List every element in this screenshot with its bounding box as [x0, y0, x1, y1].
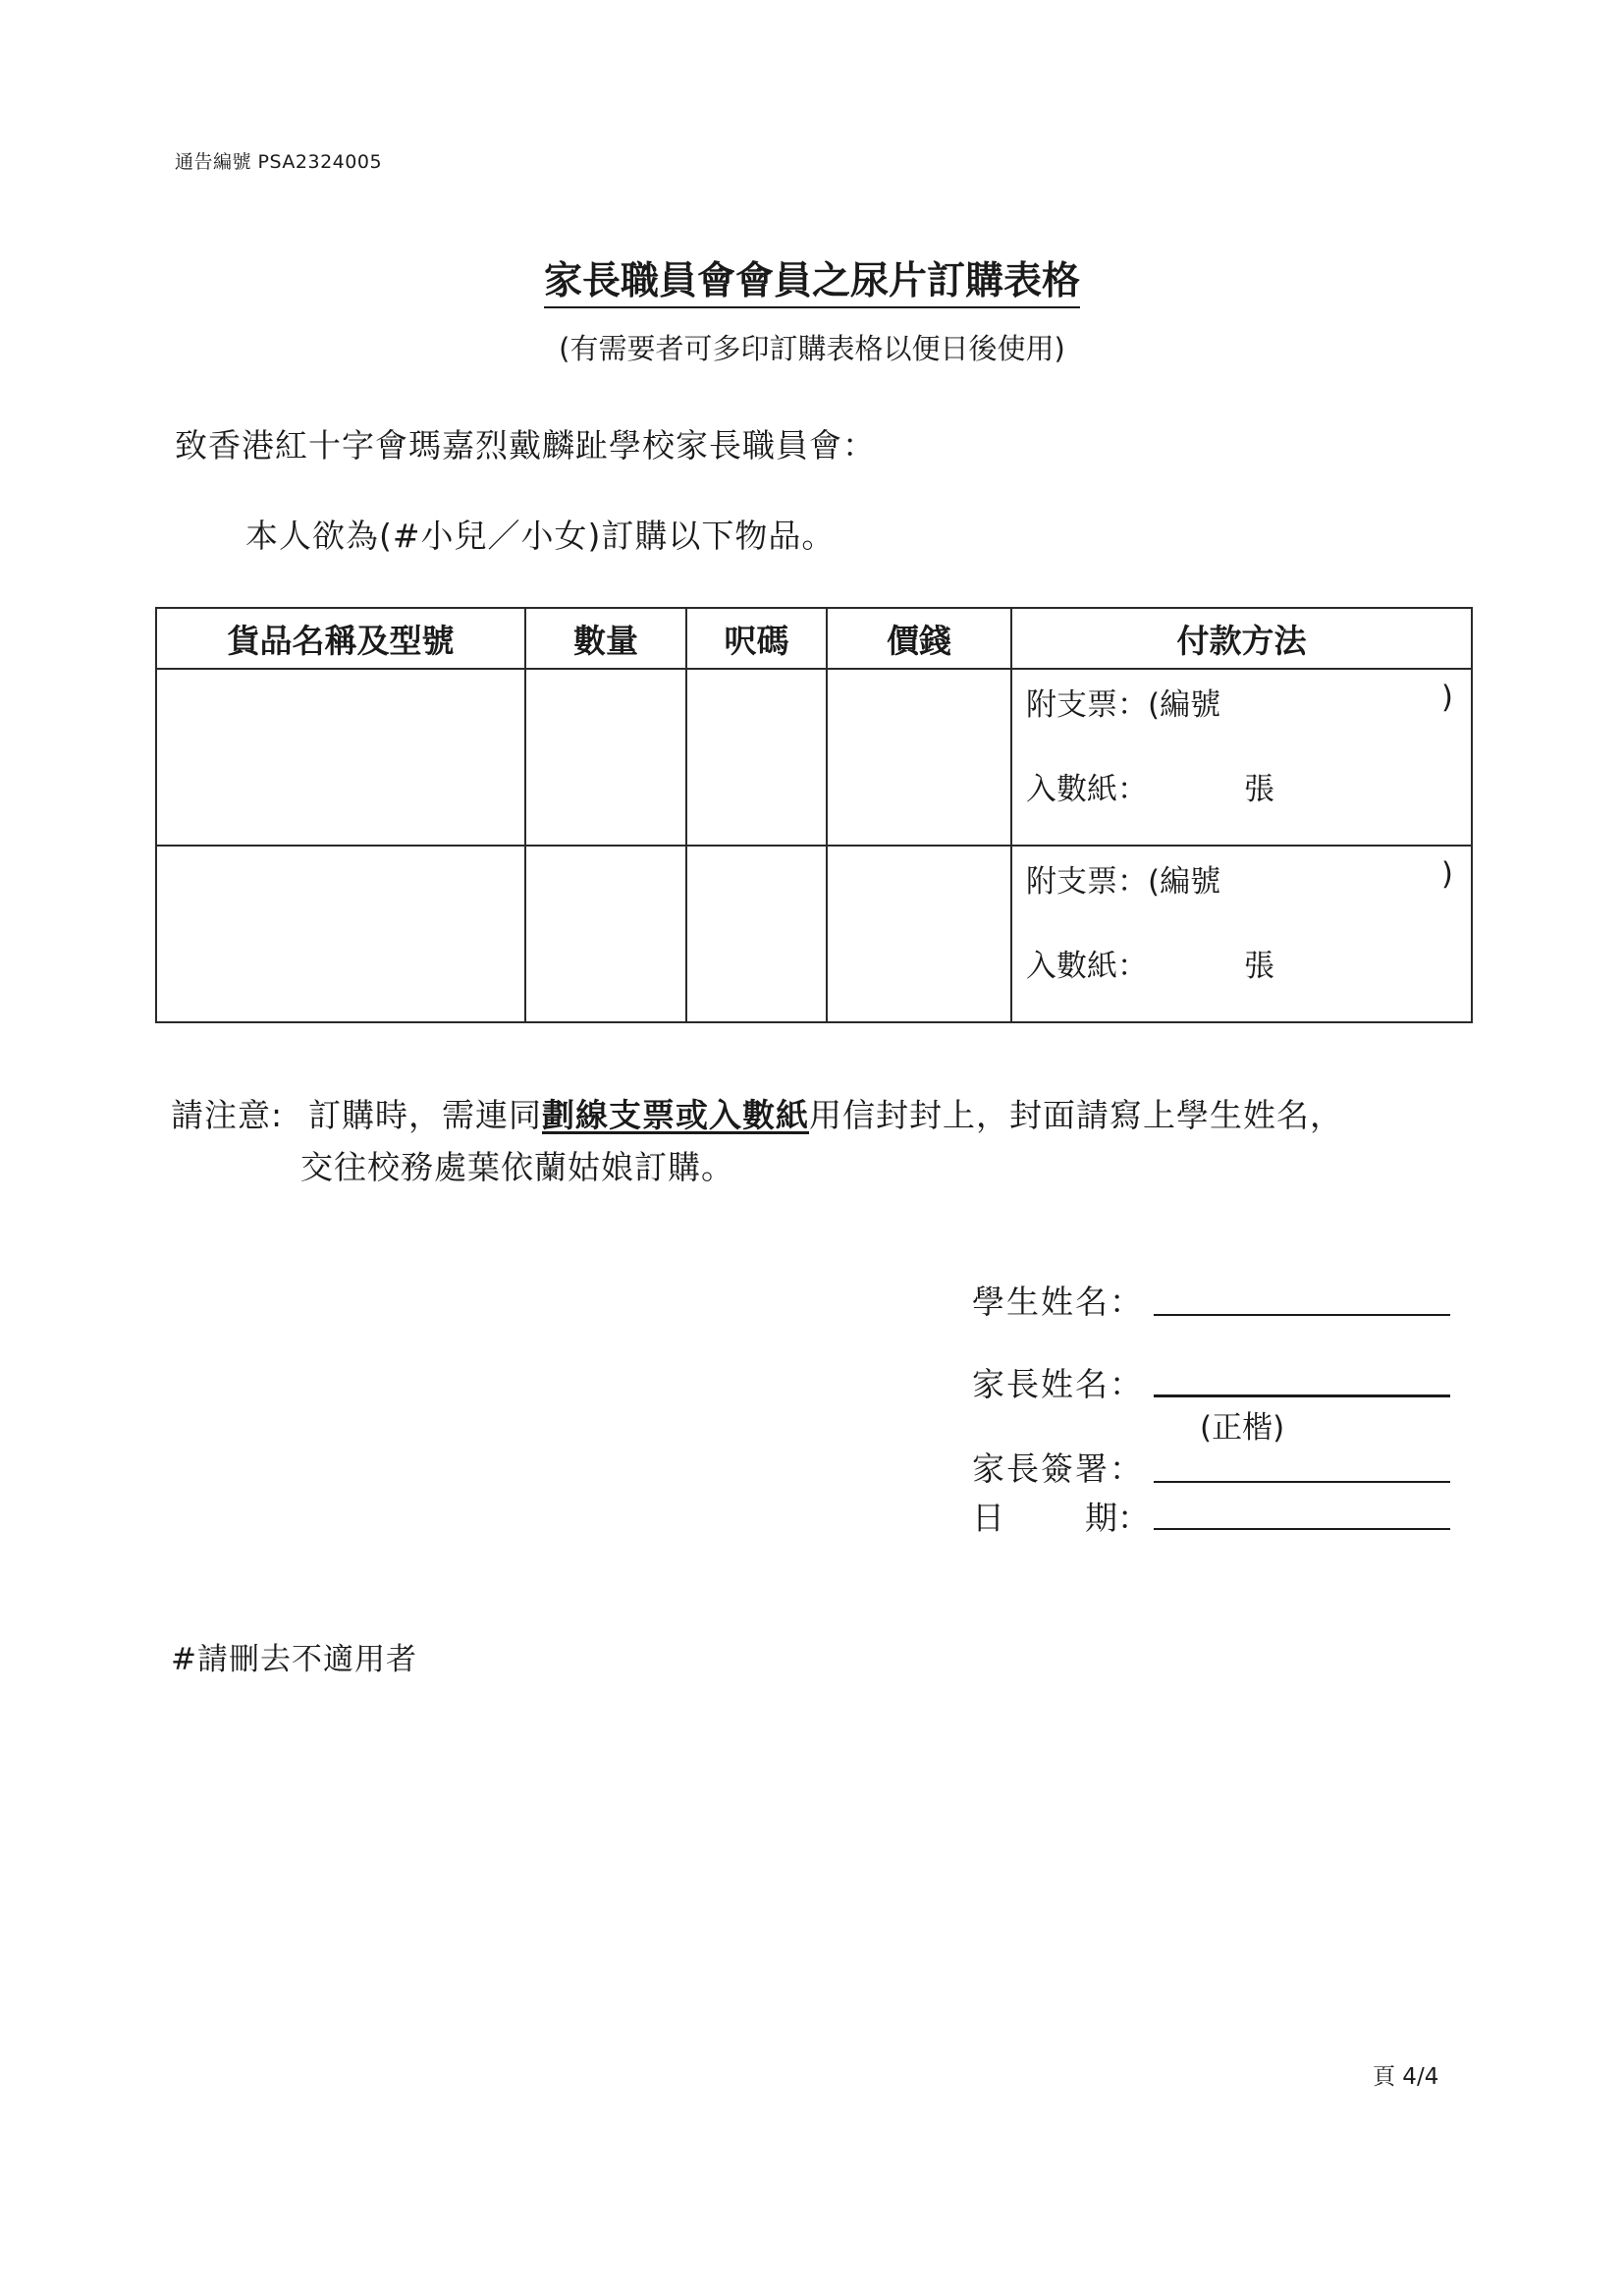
- cheque-label: 附支票：(編號: [1026, 864, 1221, 900]
- item-name-cell[interactable]: [156, 669, 525, 846]
- cheque-line: [1026, 856, 1457, 901]
- quantity-cell[interactable]: [525, 846, 686, 1022]
- price-cell[interactable]: [827, 846, 1011, 1022]
- slip-line: [1026, 764, 1457, 808]
- parent-name-field[interactable]: [1154, 1394, 1450, 1397]
- order-table: [155, 607, 1473, 1023]
- date-label: [972, 1493, 1150, 1539]
- salutation: 致香港紅十字會瑪嘉烈戴麟趾學校家長職員會：: [175, 426, 876, 465]
- parent-signature-field[interactable]: [1154, 1481, 1450, 1483]
- form-subtitle: (有需要者可多印訂購表格以便日後使用): [559, 332, 1065, 365]
- header-item-name: 貨品名稱及型號: [156, 608, 525, 669]
- parent-signature-label: 家長簽署：: [972, 1449, 1144, 1488]
- intro-text: 本人欲為(#小兒／小女)訂購以下物品。: [245, 517, 836, 555]
- slip-line: [1026, 941, 1457, 985]
- slip-unit: 張: [1244, 772, 1274, 807]
- cheque-label: 附支票：(編號: [1026, 687, 1221, 723]
- quantity-cell[interactable]: [525, 669, 686, 846]
- cheque-close: ): [1440, 856, 1453, 892]
- cheque-line: [1026, 680, 1457, 724]
- page-number: 頁 4/4: [1373, 2064, 1439, 2090]
- date-label-first: 日: [972, 1499, 1004, 1537]
- parent-name-label: 家長姓名：: [972, 1365, 1144, 1403]
- footnote: #請刪去不適用者: [171, 1642, 417, 1677]
- note-emphasis: 劃線支票或入數紙: [542, 1096, 809, 1134]
- student-name-field[interactable]: [1154, 1314, 1450, 1316]
- header-price: 價錢: [827, 608, 1011, 669]
- size-cell[interactable]: [686, 846, 827, 1022]
- note-line-1: [308, 1090, 1343, 1136]
- header-size: 呎碼: [686, 608, 827, 669]
- form-title: [0, 250, 1624, 305]
- header-payment-method: 付款方法: [1011, 608, 1472, 669]
- size-cell[interactable]: [686, 669, 827, 846]
- slip-label: 入數紙：: [1026, 772, 1148, 807]
- student-name-label: 學生姓名：: [972, 1283, 1144, 1321]
- form-title-text: 家長職員會會員之尿片訂購表格: [544, 259, 1080, 308]
- cheque-close: ): [1440, 680, 1453, 715]
- slip-label: 入數紙：: [1026, 949, 1148, 984]
- slip-unit: 張: [1244, 949, 1274, 984]
- block-letters-hint: (正楷): [1200, 1410, 1285, 1446]
- note-text-pre: 訂購時，需連同: [308, 1096, 542, 1134]
- date-label-second: 期：: [1085, 1499, 1150, 1537]
- item-name-cell[interactable]: [156, 846, 525, 1022]
- notice-number: 通告編號 PSA2324005: [175, 151, 383, 173]
- table-row: [156, 669, 1472, 846]
- note-label: 請注意:: [171, 1096, 284, 1134]
- note-line-2: 交往校務處葉依蘭姑娘訂購。: [300, 1148, 734, 1186]
- payment-cell[interactable]: [1011, 846, 1472, 1022]
- table-row: [156, 846, 1472, 1022]
- note-text-post: 用信封封上，封面請寫上學生姓名，: [809, 1096, 1343, 1134]
- table-header-row: [156, 608, 1472, 669]
- payment-cell[interactable]: [1011, 669, 1472, 846]
- price-cell[interactable]: [827, 669, 1011, 846]
- header-quantity: 數量: [525, 608, 686, 669]
- date-field[interactable]: [1154, 1528, 1450, 1530]
